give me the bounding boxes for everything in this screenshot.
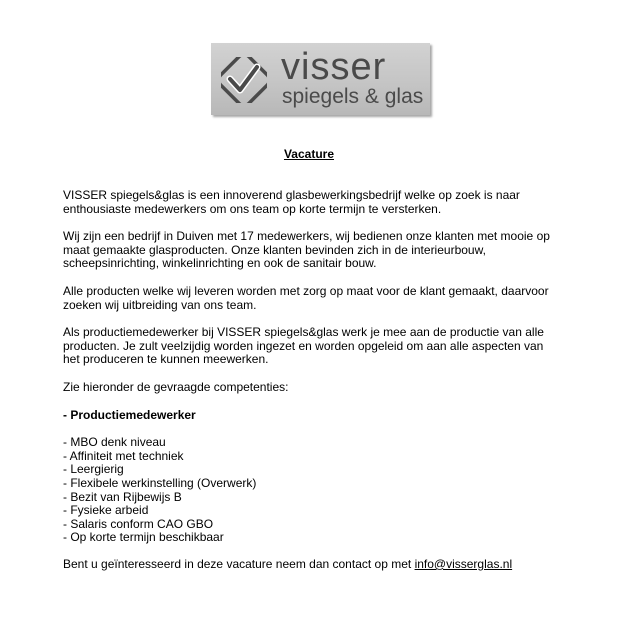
contact-text: Bent u geïnteresseerd in deze vacature neem dan contact op met <box>63 556 415 571</box>
intro-paragraph: VISSER spiegels&glas is een innoverend glasbewerkingsbedrijf welke op zoek is naar enthousiaste medewerkers om ons team op korte termijn te versterken. <box>63 188 520 216</box>
list-item: - MBO denk niveau <box>63 435 166 450</box>
company-paragraph: Wij zijn een bedrijf in Duiven met 17 medewerkers, wij bedienen onze klanten met mooie op maat gemaakte glasproducten. Onze klanten bevinden zich in de interieurbouw, scheepsinrichting, winkelinrichting en ook de sanitair bouw. <box>63 229 550 271</box>
list-item: - Leergierig <box>63 462 124 477</box>
logo-tagline: spiegels & glas <box>282 85 424 108</box>
email-link[interactable]: info@visserglas.nl <box>414 556 513 571</box>
role-heading <box>63 409 563 423</box>
role-dash: - <box>63 407 71 422</box>
products-paragraph: Alle producten welke wij leveren worden met zorg op maat voor de klant gemaakt, daarvoor zoeken wij uitbreiding van ons team. <box>63 283 549 312</box>
page-title: Vacature <box>283 147 335 161</box>
vacancy-body <box>63 189 563 585</box>
list-item: - Salaris conform CAO GBO <box>63 516 214 531</box>
role-name: Productiemedewerker <box>70 407 196 422</box>
list-item: - Op korte termijn beschikbaar <box>63 530 224 545</box>
contact-line <box>63 558 563 572</box>
competencies-intro: Zie hieronder de gevraagde competenties: <box>63 379 289 394</box>
competency-list <box>63 436 563 545</box>
company-logo <box>211 43 430 115</box>
list-item: - Bezit van Rijbewijs B <box>63 489 182 504</box>
checkmark-logo-icon <box>221 57 267 103</box>
logo-brand-name: visser <box>281 46 387 88</box>
list-item: - Flexibele werkinstelling (Overwerk) <box>63 475 257 490</box>
role-paragraph: Als productiemedewerker bij VISSER spiegels&glas werk je mee aan de productie van alle producten. Je zult veelzijdig worden ingezet en worden opgeleid om aan alle aspecten van het produceren te kunnen meewerken. <box>63 325 544 367</box>
list-item: - Fysieke arbeid <box>63 503 149 518</box>
list-item: - Affiniteit met techniek <box>63 448 184 463</box>
